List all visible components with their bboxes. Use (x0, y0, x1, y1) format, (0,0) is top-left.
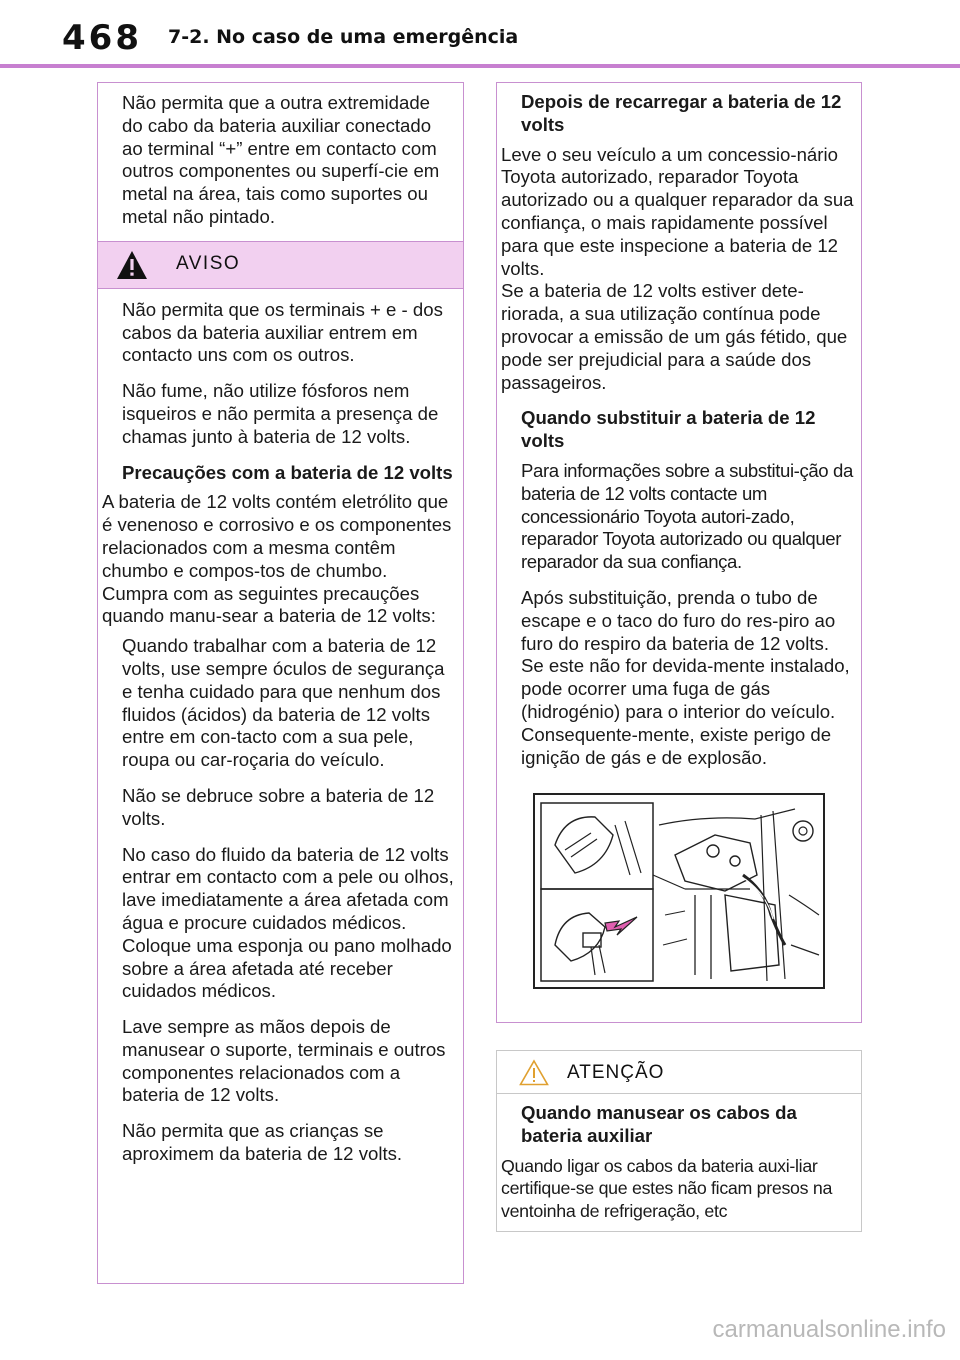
caution-body: Quando ligar os cabos da bateria auxi-liar certifique-se que estes não ficam presos na ventoinha de refrigeração, etc (501, 1155, 833, 1222)
precaution-item-2: Não se debruce sobre a bateria de 12 volts. (122, 784, 435, 829)
caution-box (496, 1050, 862, 1232)
precaution-item-3: No caso do fluido da bateria de 12 volts entrar em contacto com a pele ou olhos, lave imediatamente a área afetada com água e procure cuidados médicos. (122, 843, 454, 933)
after-recharge-heading: Depois de recarregar a bateria de 12 volts (521, 91, 842, 135)
vent-tube-body: Após substituição, prenda o tubo de escape e o taco do furo do res-piro ao furo do respiro da bateria de 12 volts. Se este não for devida-mente instalado, pode ocorrer uma fuga de gás (hidrogénio) para o interior do veículo. Consequente-mente, existe perigo de ignição de gás e de explosão. (521, 586, 850, 768)
header-rule (0, 64, 960, 68)
left-paragraph-1: Não permita que a outra extremidade do cabo da bateria auxiliar conectado ao terminal “+” entre em contacto com outros componentes ou superfí-cie em metal na área, tais como suportes ou metal não pintado. (122, 92, 440, 227)
caution-triangle-icon (519, 1059, 549, 1086)
caution-heading: Quando manusear os cabos da bateria auxiliar (521, 1102, 797, 1146)
watermark: carmanualsonline.info (712, 1316, 946, 1343)
precaution-item-4: Lave sempre as mãos depois de manusear o suporte, terminais e outros componentes relacionados com a bateria de 12 volts. (122, 1016, 446, 1106)
after-recharge-body-cont: Se a bateria de 12 volts estiver dete-riorada, a sua utilização contínua pode provocar a emissão de um gás fétido, que pode ser prejudicial para a saúde dos passageiros. (501, 280, 848, 393)
caution-header (497, 1051, 861, 1094)
replace-battery-heading: Quando substituir a bateria de 12 volts (521, 407, 816, 452)
page-number: 468 (62, 18, 142, 58)
replace-battery-body: Para informações sobre a substitui-ção da bateria de 12 volts contacte um concessionário Toyota autori-zado, reparador Toyota autorizado ou qualquer reparador da sua confiança. (521, 459, 853, 573)
warning-label: AVISO (176, 252, 241, 274)
battery-vent-drawing (535, 795, 823, 987)
right-info-box (496, 82, 862, 1023)
precautions-heading: Precauções com a bateria de 12 volts (122, 461, 453, 483)
section-title: 7-2. No caso de uma emergência (168, 26, 519, 48)
after-recharge-body: Leve o seu veículo a um concessio-nário Toyota autorizado, reparador Toyota autorizado ou a qualquer reparador da sua confiança, o mais rapidamente possível para que este inspecione a bateria de 12 volts. (501, 143, 854, 279)
caution-label: ATENÇÃO (567, 1062, 665, 1083)
precaution-item-1: Quando trabalhar com a bateria de 12 volts, use sempre óculos de segurança e tenha cuidado para que nenhum dos fluidos (ácidos) da bateria de 12 volts entre em con-tacto com a sua pele, roupa ou car-roçaria do veículo. (122, 635, 445, 771)
page-header (0, 0, 960, 70)
precautions-body: A bateria de 12 volts contém eletrólito que é venenoso e corrosivo e os componentes relacionados com a mesma contêm chumbo e compos-tos de chumbo. Cumpra com as seguintes precauções quando manu-sear a bateria de 12 volts: (102, 491, 452, 627)
warning-band (98, 241, 463, 289)
precaution-item-3-cont: Coloque uma esponja ou pano molhado sobre a área afetada até receber cuidados médicos. (122, 934, 452, 1002)
battery-vent-illustration (533, 793, 825, 989)
warning-item-1: Não permita que os terminais + e - dos cabos da bateria auxiliar entrem em contacto uns com os outros. (122, 298, 443, 366)
warning-triangle-icon (116, 250, 148, 280)
left-warning-box (97, 82, 464, 1284)
warning-item-2: Não fume, não utilize fósforos nem isqueiros e não permita a presença de chamas junto à bateria de 12 volts. (122, 380, 439, 447)
precaution-item-5: Não permita que as crianças se aproximem da bateria de 12 volts. (122, 1120, 403, 1165)
